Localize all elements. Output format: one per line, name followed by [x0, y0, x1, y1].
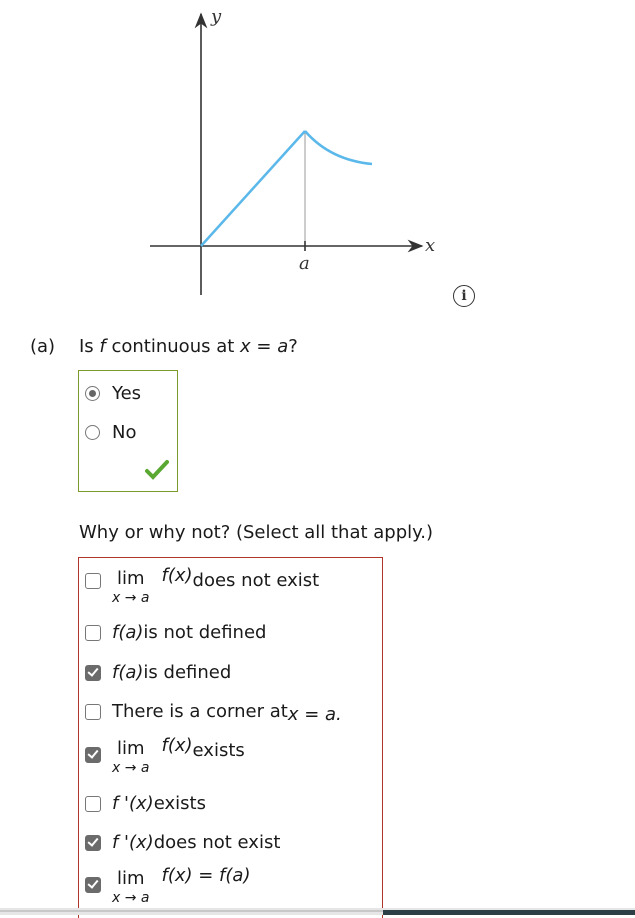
info-icon[interactable]: i [453, 285, 475, 307]
continuity-answer-box [78, 370, 178, 492]
radio-option-no[interactable]: No [85, 422, 136, 443]
radio-button-no[interactable] [85, 425, 100, 440]
reasons-checkbox-group [78, 557, 383, 918]
option-fa-not-defined[interactable]: f(a) is not defined [85, 622, 266, 643]
option-limit-equals-fa[interactable]: lim x → a f(x) = f(a) [85, 870, 250, 905]
checkbox-checked[interactable] [85, 747, 101, 763]
curve-right [305, 131, 372, 164]
checkbox[interactable] [85, 704, 101, 720]
horizontal-scrollbar[interactable] [0, 908, 635, 915]
why-prompt: Why or why not? (Select all that apply.) [79, 522, 433, 543]
y-label: y [211, 6, 222, 27]
option-limit-exists[interactable]: lim x → a f(x) exists [85, 740, 245, 775]
checkbox[interactable] [85, 796, 101, 812]
graph-svg [0, 0, 635, 320]
taskbar-edge [383, 910, 635, 915]
checkbox-checked[interactable] [85, 665, 101, 681]
option-derivative-dne[interactable]: f '(x) does not exist [85, 832, 280, 853]
function-graph [0, 0, 635, 320]
check-icon [145, 459, 169, 481]
part-a-question: Is f continuous at x = a? [79, 336, 298, 357]
checkbox[interactable] [85, 625, 101, 641]
checkbox-checked[interactable] [85, 835, 101, 851]
checkbox[interactable] [85, 573, 101, 589]
radio-button-yes[interactable] [85, 386, 100, 401]
radio-option-yes[interactable]: Yes [85, 383, 141, 404]
option-corner[interactable]: There is a corner at x = a. [85, 701, 342, 722]
tick-label-a: a [299, 253, 310, 274]
curve-left [201, 131, 305, 246]
option-fa-defined[interactable]: f(a) is defined [85, 662, 231, 683]
option-limit-dne[interactable]: lim x → a f(x) does not exist [85, 570, 319, 605]
option-derivative-exists[interactable]: f '(x) exists [85, 793, 206, 814]
checkbox-checked[interactable] [85, 877, 101, 893]
x-label: x [425, 235, 436, 256]
part-a-label: (a) [30, 336, 56, 357]
scrollbar-track [0, 910, 383, 912]
